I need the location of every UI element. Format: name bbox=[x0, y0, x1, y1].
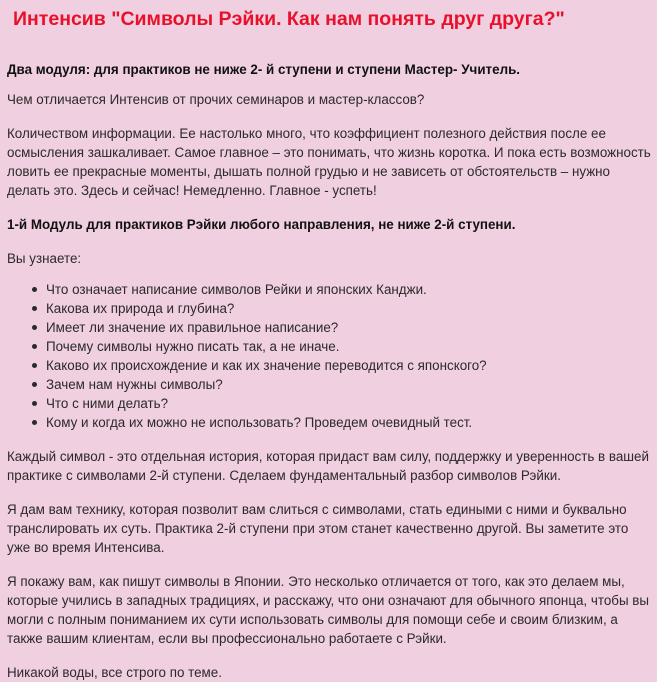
topics-list bbox=[7, 280, 652, 432]
you-will-learn-label: Вы узнаете: bbox=[7, 251, 82, 266]
question-text: Чем отличается Интенсив от прочих семинаров и мастер-классов? bbox=[7, 92, 425, 107]
page-title: Интенсив "Символы Рэйки. Как нам понять друг друга?" bbox=[13, 8, 565, 30]
list-item: Какова их природа и глубина? bbox=[46, 299, 652, 318]
paragraph-technique: Я дам вам технику, которая позволит вам слиться с символами, стать едиными с ними и буквально транслировать их суть. Практика 2-й ступени при этом станет качественно другой. Вы заметите это уже во время Интенсива. bbox=[7, 502, 629, 555]
list-item: Зачем нам нужны символы? bbox=[46, 375, 652, 394]
intro-heading: Два модуля: для практиков не ниже 2- й ступени и ступени Мастер- Учитель. bbox=[7, 62, 521, 77]
article-body bbox=[7, 60, 652, 682]
list-item: Почему символы нужно писать так, а не иначе. bbox=[46, 337, 652, 356]
list-item: Имеет ли значение их правильное написание? bbox=[46, 318, 652, 337]
list-item: Кому и когда их можно не использовать? Проведем очевидный тест. bbox=[46, 413, 652, 432]
paragraph-japan: Я покажу вам, как пишут символы в Японии. Это несколько отличается от того, как это делаем мы, которые учились в западных традициях, и расскажу, что они означают для обычного японца, чтобы вы могли с полным пониманием их сути использовать символы для помощи себе и своим близким, а также вашим клиентам, если вы профессионально работаете с Рэйки. bbox=[7, 574, 650, 646]
paragraph-info: Количеством информации. Ее настолько много, что коэффициент полезного действия после ее осмысления зашкаливает. Самое главное – это понимать, что жизнь коротка. И пока есть возможность ловить ее прекрасные моменты, дышать полной грудью и не зависеть от обстоятельств – нужно делать это. Здесь и сейчас! Немедленно. Главное - успеть! bbox=[7, 126, 651, 198]
paragraph-symbol: Каждый символ - это отдельная история, которая придаст вам силу, поддержку и уверенность в вашей практике с символами 2-й ступени. Сделаем фундаментальный разбор символов Рэйки. bbox=[7, 449, 649, 483]
list-item: Что означает написание символов Рейки и японских Канджи. bbox=[46, 280, 652, 299]
paragraph-final: Никакой воды, все строго по теме. bbox=[7, 665, 222, 680]
module1-heading: 1-й Модуль для практиков Рэйки любого направления, не ниже 2-й ступени. bbox=[7, 217, 516, 232]
list-item: Каково их происхождение и как их значение переводится с японского? bbox=[46, 356, 652, 375]
list-item: Что с ними делать? bbox=[46, 394, 652, 413]
